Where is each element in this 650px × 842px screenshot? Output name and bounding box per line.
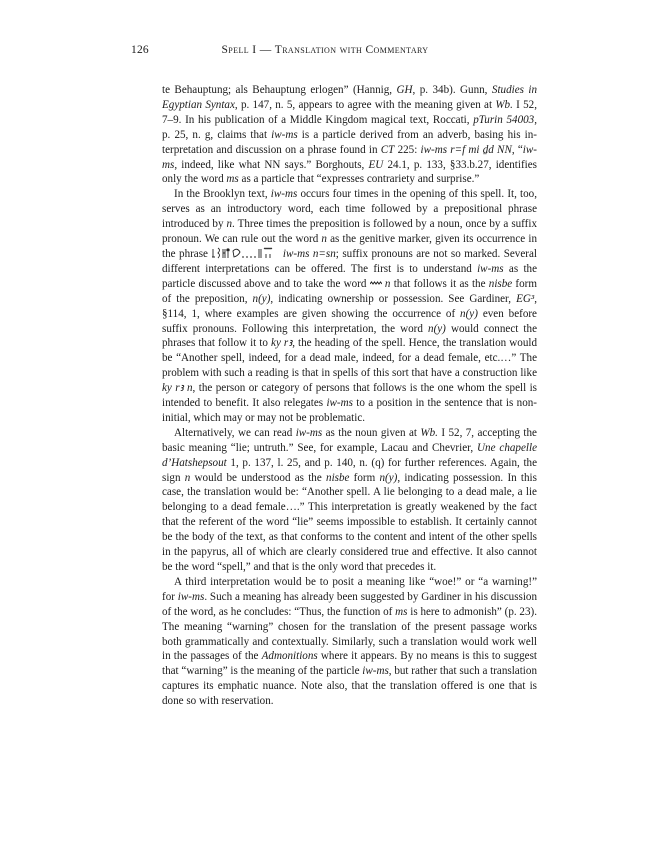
text-run: , the heading of the spell. Hence, the translation would be “Another spell, indeed, for a dead male, indeed, for a dead female, etc.…” The problem with such a reading is that in spells of this sort that have a construction like: [162, 337, 538, 380]
italic-term: EG³: [516, 292, 535, 305]
italic-term: iw-ms: [270, 188, 298, 201]
text-run: , p. 147, n. 5, appears to agree with the meaning given at: [234, 98, 496, 111]
water-ripple-hieroglyph-icon: [370, 280, 382, 286]
header-title: Spell I — Translation with Commentary: [221, 44, 429, 56]
italic-term: ky rꜣ: [271, 337, 293, 350]
italic-term: n: [184, 471, 191, 484]
text-run: te Behauptung; als Behauptung erlogen” (Hannig,: [162, 84, 397, 96]
italic-term: Une chapelle d’Hatshepsout: [162, 441, 537, 469]
italic-term: iw-ms: [177, 590, 205, 603]
text-run: , “: [511, 143, 523, 156]
text-run: . Three times the preposition is followed by a noun, once by a suffix pronoun. We can rule out the word: [162, 218, 538, 246]
text-run: as the noun given at: [322, 426, 421, 439]
text-run: to a position in the sentence that is non-initial, which may or may not be problematic.: [162, 397, 537, 424]
italic-term: iw-ms: [162, 143, 537, 171]
text-run: I 52, 7–9. In his publication of a Middle Kingdom magical text, Roccati,: [162, 98, 537, 126]
paragraph-continuation: [162, 83, 537, 187]
italic-term: iw-ms: [477, 262, 504, 275]
text-run: , but rather that such a translation captures its emphatic nuance. Note also, that the translation offered is one that is done so with reservation.: [162, 665, 537, 708]
page-number: 126: [131, 44, 149, 56]
italic-term: ky rꜣ n: [162, 382, 193, 395]
italic-term: ms: [226, 173, 239, 186]
text-run: , p. 25, n. g, claims that: [162, 113, 537, 141]
text-run: Alternatively, we can read: [174, 426, 296, 439]
hieroglyphic-phrase-icon: [211, 247, 279, 259]
text-run: even before suffix pronouns. Following this interpretation, the word: [162, 307, 537, 335]
text-run: where it appears. By no means is this to suggest that “warning” is the meaning of the particle: [162, 650, 537, 678]
italic-term: iw-ms: [326, 397, 353, 410]
running-head: [0, 44, 650, 64]
italic-term: iw-ms n=sn: [282, 247, 336, 260]
italic-term: Wb.: [495, 98, 513, 111]
italic-term: ms: [395, 605, 408, 618]
italic-term: n: [321, 233, 327, 246]
italic-term: Wb.: [420, 426, 438, 439]
text-run: form of the preposition,: [162, 277, 537, 305]
text-run: as a particle that “expresses contrariety and surprise.”: [238, 173, 480, 186]
italic-term: n: [384, 277, 391, 290]
text-run: 225:: [394, 143, 421, 156]
text-run: , indicating ownership or possession. See Gardiner,: [270, 292, 517, 305]
italic-term: n(y): [460, 307, 478, 320]
italic-term: n(y): [428, 322, 446, 335]
text-run: In the Brooklyn text,: [174, 188, 271, 201]
italic-term: Studies in Egyptian Syntax: [162, 84, 537, 111]
text-run: would connect the phrases that follow it to: [162, 322, 537, 350]
text-run: is a particle derived from an adverb, basing his interpretation and discussion on a phrase found in: [162, 128, 537, 156]
text-run: occurs four times in the opening of this spell. It, too, serves as an introductory word, each time followed by a prepositional phrase introduced by: [162, 188, 537, 231]
text-run: A third interpretation would be to posit a meaning like “woe!” or “a warning!” for: [162, 575, 537, 603]
italic-term: GH: [396, 84, 413, 96]
text-run: as the genitive marker, given its occurrence in the phrase: [162, 233, 538, 260]
italic-term: CT: [380, 143, 395, 156]
text-run: as the particle discussed above and to take the word: [162, 262, 537, 290]
italic-term: Admonitions: [261, 650, 318, 663]
text-run: , p. 34b). Gunn,: [412, 84, 492, 96]
text-run: form: [349, 471, 380, 484]
paragraph-brooklyn-text: [162, 187, 537, 426]
italic-term: iw-ms: [362, 665, 389, 678]
paragraph-alternative-reading: [162, 426, 537, 575]
text-run: that follows it as the: [390, 277, 489, 290]
text-run: ; suffix pronouns are not so marked. Several different interpretations can be offered. The first is to understand: [162, 247, 537, 275]
text-run: is here to admonish” (p. 23). The meaning “warning” chosen for the translation of the present passage works both grammatically and contextually. Similarly, such a translation would work well in the passages of the: [162, 605, 537, 663]
text-run: , the person or category of persons that follows is the one whom the spell is intended to benefit. It also relegates: [162, 382, 537, 410]
paragraph-third-interpretation: [162, 575, 537, 709]
italic-term: EU: [368, 158, 384, 171]
italic-term: iw-ms: [271, 128, 298, 141]
italic-term: pTurin 54003: [473, 113, 535, 126]
italic-term: iw-ms: [295, 426, 323, 439]
italic-term: n: [226, 218, 233, 231]
italic-term: n(y): [252, 292, 271, 305]
italic-term: nisbe: [326, 471, 350, 484]
body-text: [162, 83, 537, 709]
text-run: 24.1, p. 133, §33.b.27, identifies only the word: [162, 158, 537, 186]
text-run: I 52, 7, accepting the basic meaning “lie; untruth.” See, for example, Lacau and Chevrier,: [162, 426, 537, 454]
text-run: , indicating possession. In this case, the translation would be: “Another spell. A lie belonging to a dead male, a lie belonging to a dead female….” This interpretation is greatly weakened by the fact that the referent of the word “lie” seems impossible to establish. It certainly cannot be the body of the text, as that conforms to the content and intent of the other spells in the papyrus, all of which are clearly considered true and effective. It also cannot be the word “spell,” and that is the only word that precedes it.: [162, 471, 537, 573]
text-run: , §114, 1, where examples are given showing the occurrence of: [162, 292, 537, 320]
italic-term: iw-ms r=f mi ḏd NN: [420, 143, 512, 156]
text-run: 1, p. 137, l. 25, and p. 140, n. (q) for further references. Again, the sign: [162, 456, 537, 484]
text-run: would be understood as the: [190, 471, 327, 484]
italic-term: n(y): [379, 471, 398, 484]
italic-term: nisbe: [488, 277, 513, 290]
text-run: , indeed, like what NN says.” Borghouts,: [174, 158, 369, 171]
text-run: . Such a meaning has already been suggested by Gardiner in his discussion of the word, as he concludes: “Thus, the function of: [162, 590, 538, 618]
